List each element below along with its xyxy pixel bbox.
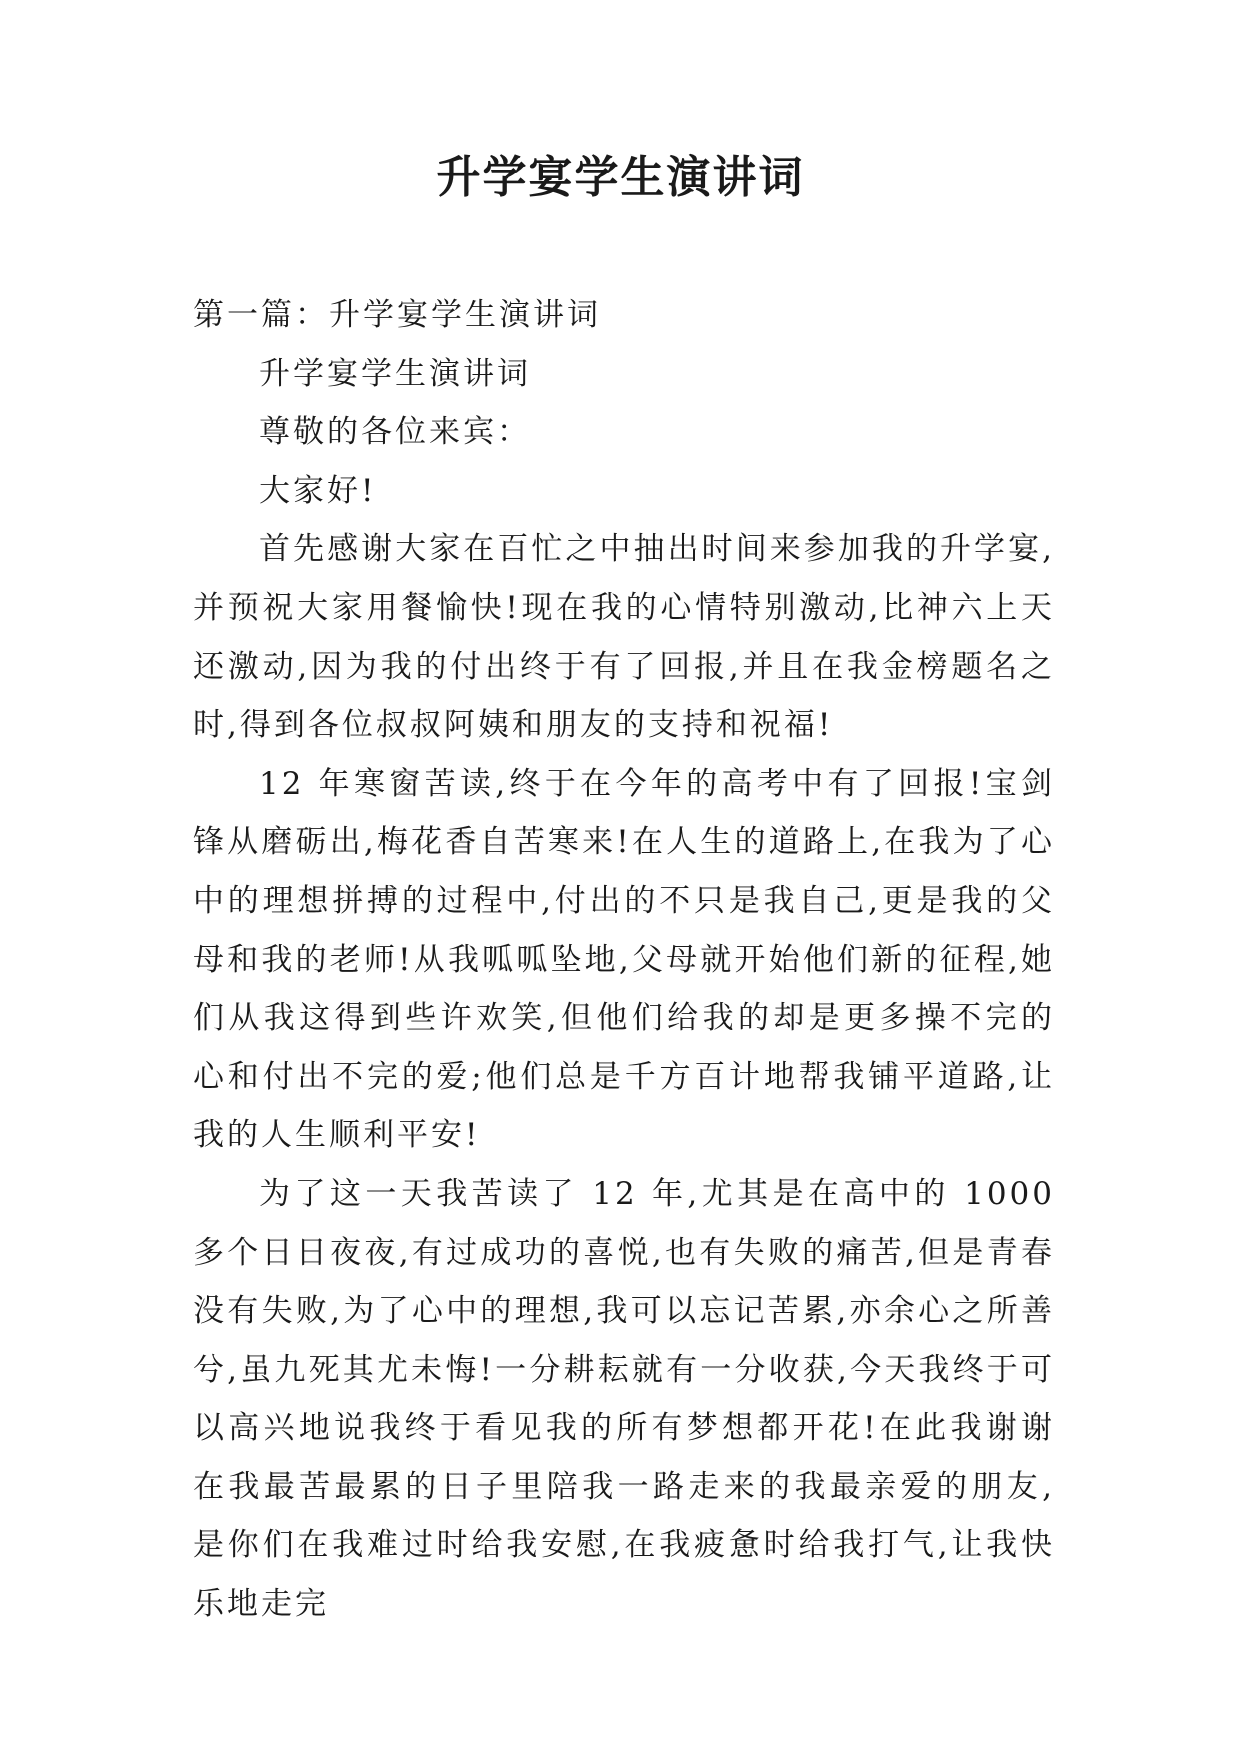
body-paragraph: 12 年寒窗苦读,终于在今年的高考中有了回报!宝剑锋从磨砺出,梅花香自苦寒来!在人生的道路上,在我为了心中的理想拼搏的过程中,付出的不只是我自己,更是我的父母和我的老师!从我呱呱坠地,父母就开始他们新的征程,她们从我这得到些许欢笑,但他们给我的却是更多操不完的心和付出不完的爱;他们总是千方百计地帮我铺平道路,让我的人生顺利平安!	[193, 765, 1055, 1154]
document-body	[193, 286, 1055, 1634]
body-paragraph: 首先感谢大家在百忙之中抽出时间来参加我的升学宴,并预祝大家用餐愉快!现在我的心情特别激动,比神六上天还激动,因为我的付出终于有了回报,并且在我金榜题名之时,得到各位叔叔阿姨和朋友的支持和祝福!	[193, 531, 1055, 744]
body-paragraph: 为了这一天我苦读了 12 年,尤其是在高中的 1000 多个日日夜夜,有过成功的喜悦,也有失败的痛苦,但是青春没有失败,为了心中的理想,我可以忘记苦累,亦余心之所善兮,虽九死其尤未悔!一分耕耘就有一分收获,今天我终于可以高兴地说我终于看见我的所有梦想都开花!在此我谢谢在我最苦最累的日子里陪我一路走来的我最亲爱的朋友,是你们在我难过时给我安慰,在我疲惫时给我打气,让我快乐地走完	[193, 1175, 1055, 1623]
speech-title: 升学宴学生演讲词	[259, 355, 531, 392]
section-heading: 第一篇：升学宴学生演讲词	[193, 297, 601, 333]
greeting: 大家好!	[259, 472, 377, 509]
document-title: 升学宴学生演讲词	[436, 152, 805, 203]
salutation: 尊敬的各位来宾：	[259, 414, 531, 451]
